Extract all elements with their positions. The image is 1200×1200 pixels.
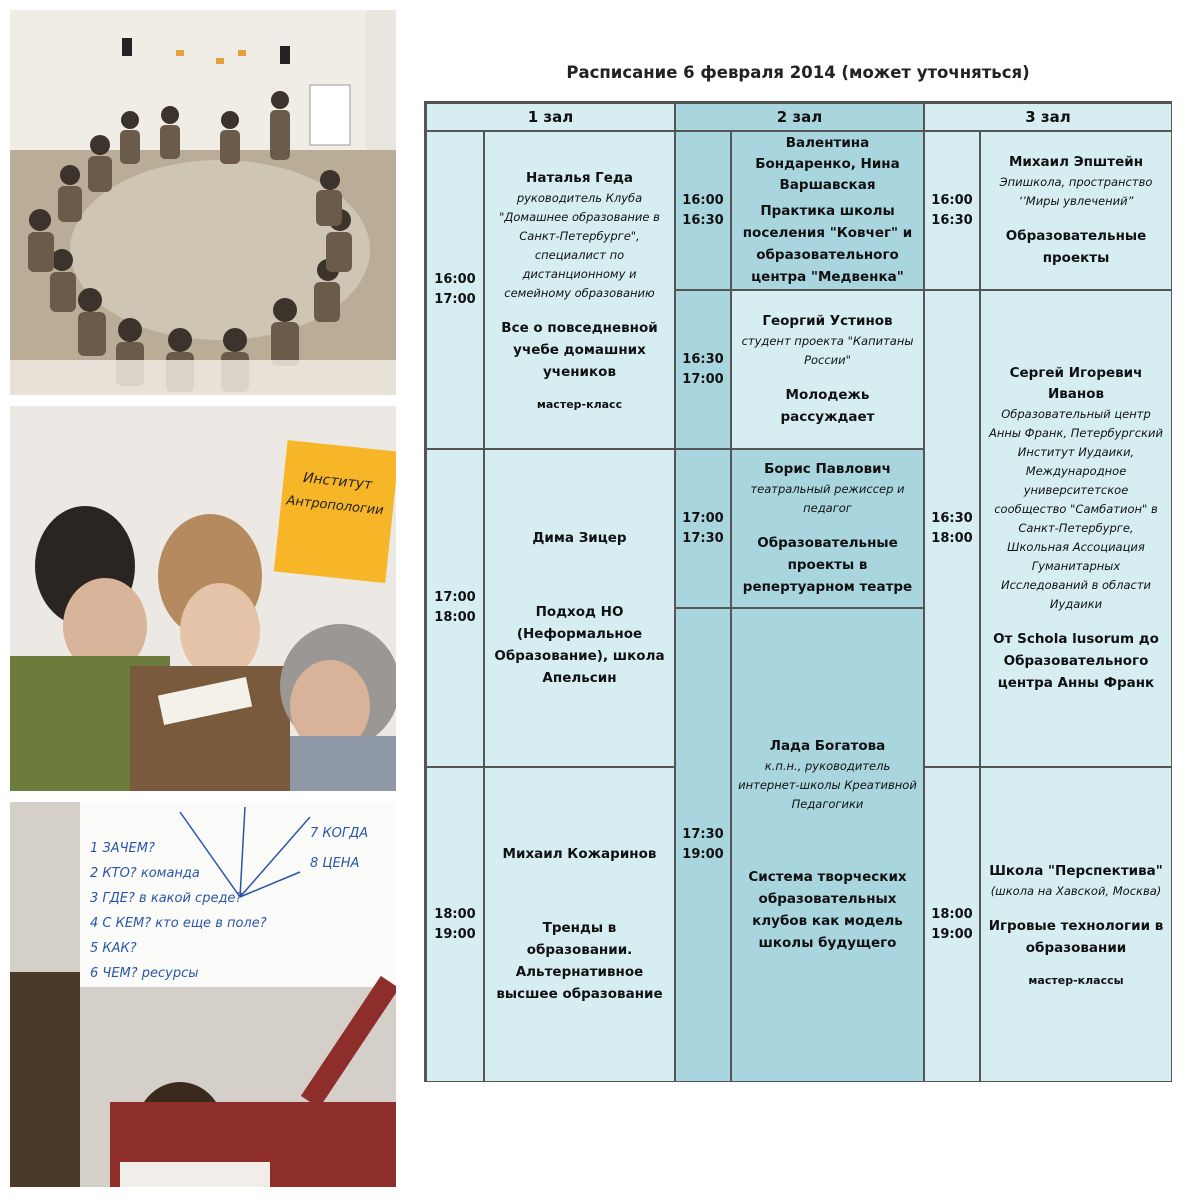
speaker-role: студент проекта "Капитаны России" [741, 334, 914, 367]
session-topic: Все о повседневной учебе домашних учеников [501, 319, 658, 380]
speaker-name: Сергей Игоревич Иванов [1009, 365, 1143, 402]
hall1-slot2-time: 17:00 18:00 [426, 449, 484, 767]
speaker-role: руководитель Клуба "Домашнее образование в Санкт-Петербурге", специалист по дистанционному и семейному образованию [499, 190, 660, 300]
session-topic: Тренды в образовании. Альтернативное высшее образование [496, 920, 663, 1002]
whiteboard-line-2: 2 КТО? команда [90, 866, 200, 881]
hall2-slot1-time: 16:00 16:30 [675, 131, 731, 290]
session-format: мастер-класс [536, 397, 623, 411]
speaker-role: Эпишкола, пространство ‘’Миры увлечений” [999, 175, 1153, 208]
hall-3-header: 3 зал [924, 103, 1172, 131]
hall-1-header: 1 зал [426, 103, 675, 131]
session-topic: От Schola lusorum до Образовательного центра Анны Франк [993, 631, 1159, 691]
hall3-slot3-time: 18:00 19:00 [924, 767, 980, 1082]
hall2-slot2-time: 16:30 17:00 [675, 290, 731, 449]
speaker-name: Дима Зицер [532, 529, 627, 546]
schedule-title: Расписание 6 февраля 2014 (может уточняться) [566, 63, 1030, 82]
hall-2-header: 2 зал [675, 103, 924, 131]
session-topic: Молодежь рассуждает [780, 387, 875, 425]
whiteboard-line-4: 4 С КЕМ? кто еще в поле? [90, 916, 267, 931]
session-topic: Система творческих образовательных клубов как модель школы будущего [748, 869, 907, 951]
sign-line-1: Институт [302, 469, 373, 494]
session-topic: Практика школы поселения "Ковчег" и образовательного центра "Медвенка" [742, 203, 913, 285]
speaker-name: Лада Богатова [769, 738, 886, 754]
hall1-slot1-time: 16:00 17:00 [426, 131, 484, 449]
hall1-slot3-time: 18:00 19:00 [426, 767, 484, 1082]
schedule-table [424, 101, 1172, 1082]
speaker-name: Михаил Эпштейн [1008, 154, 1144, 170]
whiteboard-line-7: 7 КОГДА [310, 826, 369, 841]
hall2-slot3-time: 17:00 17:30 [675, 449, 731, 608]
session-topic: Образовательные проекты [1005, 228, 1147, 266]
hall2-slot4-time: 17:30 19:00 [675, 608, 731, 1082]
photo-seminar-circle [10, 10, 396, 395]
hall1-slot3-session [484, 767, 675, 1082]
speaker-name: Валентина Бондаренко, Нина Варшавская [755, 135, 900, 193]
hall3-slot1-time: 16:00 16:30 [924, 131, 980, 290]
hall2-slot1-session [731, 131, 924, 290]
hall3-slot2-session [980, 290, 1172, 767]
hall3-slot2-time: 16:30 18:00 [924, 290, 980, 767]
session-format: мастер-классы [1028, 973, 1124, 987]
hall3-slot1-session [980, 131, 1172, 290]
speaker-name: Наталья Геда [526, 169, 633, 186]
photo-whiteboard [10, 802, 396, 1187]
hall2-slot4-session [731, 608, 924, 1082]
whiteboard-line-8: 8 ЦЕНА [310, 856, 360, 871]
speaker-role: (школа на Хавской, Москва) [990, 883, 1162, 898]
speaker-name: Борис Павлович [764, 461, 891, 477]
hall2-slot3-session [731, 449, 924, 608]
whiteboard-line-1: 1 ЗАЧЕМ? [90, 841, 155, 856]
whiteboard-line-3: 3 ГДЕ? в какой среде? [90, 891, 243, 906]
session-topic: Игровые технологии в образовании [988, 917, 1164, 956]
speaker-name: Школа "Перспектива" [989, 862, 1163, 879]
session-topic: Образовательные проекты в репертуарном театре [742, 535, 913, 595]
hall3-slot3-session [980, 767, 1172, 1082]
hall1-slot1-session [484, 131, 675, 449]
speaker-name: Михаил Кожаринов [502, 846, 657, 862]
session-topic: Подход НО (Неформальное Образование), школа Апельсин [494, 603, 665, 686]
speaker-role: театральный режиссер и педагог [750, 482, 905, 515]
whiteboard-line-5: 5 КАК? [90, 941, 137, 956]
whiteboard-line-6: 6 ЧЕМ? ресурсы [90, 966, 199, 981]
sign-line-2: Антропологии [285, 493, 385, 519]
speaker-role: Образовательный центр Анны Франк, Петербургский Институт Иудаики, Международное университетское сообщество "Самбатион" в Санкт-Петербурге, Школьная Ассоциация Гуманитарных Исследований в области Иудаики [989, 407, 1163, 611]
hall1-slot2-session [484, 449, 675, 767]
hall2-slot2-session [731, 290, 924, 449]
photo-group-discussion [10, 406, 396, 791]
speaker-name: Георгий Устинов [762, 313, 893, 329]
speaker-role: к.п.н., руководитель интернет-школы Креативной Педагогики [738, 759, 917, 811]
